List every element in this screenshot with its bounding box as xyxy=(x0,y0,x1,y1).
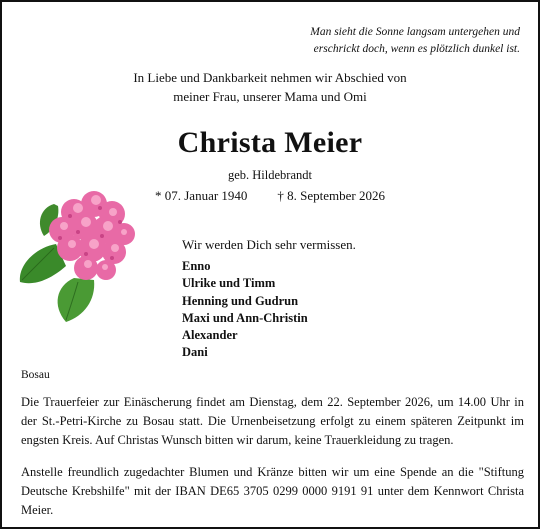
birth-name: geb. Hildebrandt xyxy=(227,168,312,182)
quote-line-1: Man sieht die Sonne langsam untergehen und xyxy=(310,26,520,38)
intro-line-2: meiner Frau, unserer Mama und Omi xyxy=(173,89,367,104)
funeral-details: Die Trauerfeier zur Einäscherung findet am Dienstag, dem 22. September 2026, um 14.00 Uhr in der St.-Petri-Kirche zu Bosau statt. Die Urnenbeisetzung erfolgt zu einem späteren Zeitpunkt im engsten Kreis. Auf Christas Wunsch bitten wir darum, keine Trauerkleidung zu tragen. xyxy=(21,395,524,447)
quote-line-2: erschrickt doch, wenn es plötzlich dunkel ist. xyxy=(313,43,520,55)
mourner-name: Alexander xyxy=(182,328,238,343)
pink-hydrangea-icon xyxy=(16,182,148,326)
donation-note: Anstelle freundlich zugedachter Blumen und Kränze bitten wir um eine Spende an die "Stiftung Deutsche Krebshilfe" mit der IBAN DE65 3705 0299 0000 9191 91 unter dem Kennwort Christa Meier. xyxy=(21,465,524,517)
intro-line-1: In Liebe und Dankbarkeit nehmen wir Abschied von xyxy=(133,70,407,85)
deceased-name: Christa Meier xyxy=(177,126,363,159)
intro-text xyxy=(2,68,538,106)
mourner-name: Henning und Gudrun xyxy=(182,293,299,308)
place: Bosau xyxy=(21,369,50,381)
quote xyxy=(310,24,520,58)
mourner-name: Ulrike und Timm xyxy=(182,276,276,291)
mourner-name: Enno xyxy=(182,259,211,273)
mourner-name: Dani xyxy=(182,345,208,360)
birth-date: * 07. Januar 1940 xyxy=(154,188,248,203)
farewell-message: Wir werden Dich sehr vermissen. xyxy=(182,237,356,252)
mourner-list xyxy=(182,258,308,362)
death-date: † 8. September 2026 xyxy=(277,188,386,203)
mourner-name: Maxi und Ann-Christin xyxy=(182,310,308,325)
